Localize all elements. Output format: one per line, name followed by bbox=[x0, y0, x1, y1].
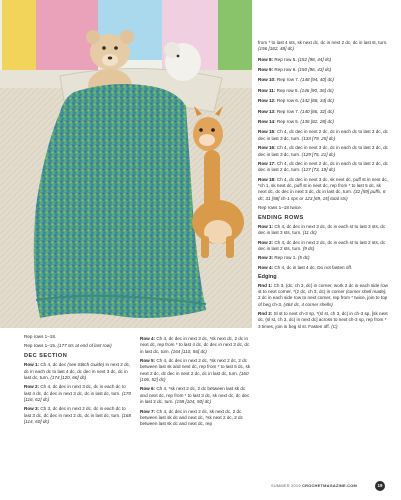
ending-row-2: Row 2: Ch 4, dc dec in next 2 dc, dc in each st to last 2 sts, dc dec in last 2 sts, turn. (9 dc) bbox=[258, 239, 386, 251]
rep-rows-1-18: Rep rows 1–18. bbox=[24, 334, 57, 339]
row-16: Row 16: Ch 4, dc dec in next 3 dc, dc in each dc to last 3 dc, dc dec in last 3 dc, turn. (129 [75, 21] dc) bbox=[258, 145, 388, 157]
dec-row-2: Row 2: Ch 4, dc dec in next 3 dc, dc in each dc to last 4 dc, dc dec in next 3 dc, dc in last dc, turn. (170 [116, 62] dc) bbox=[24, 384, 132, 402]
dec-row-3: Row 3: Ch 3, dc dec in next 2 dc, dc in each dc to last 3 dc, dc dec in next 2 dc, dc in last dc, turn. (168 [114, 60] dc) bbox=[24, 406, 132, 425]
dec-row-1: Row 1: Ch 4, dc dec (see Stitch Guide) in next 2 dc, dc in each dc to last 4 dc, dc dec in next 3 dc, dc in last dc, turn. (174 [120, 66] dc) bbox=[24, 362, 131, 380]
intro-count: (156 [182, 48] dc) bbox=[258, 46, 295, 52]
middle-column bbox=[140, 336, 252, 431]
dec-section-heading: DEC SECTION bbox=[24, 352, 68, 359]
site-url: CROCHETMAGAZINE.COM bbox=[302, 483, 357, 488]
pattern-photo bbox=[0, 0, 252, 328]
page-footer bbox=[0, 482, 401, 494]
issue-date: SUMMER 2019 bbox=[270, 483, 301, 488]
ending-rows-heading: ENDING ROWS bbox=[258, 214, 304, 221]
row-13: Row 13: Rep row 7. (140 [86, 32] dc) bbox=[258, 108, 334, 114]
photo-illustration bbox=[0, 0, 252, 328]
row-9: Row 9: Rep row 6. (150 [96, 43] dc) bbox=[258, 67, 332, 73]
intro-line: from * to last 4 sts, sk next dc, dc in next 2 dc, dc in last st, turn. bbox=[258, 40, 388, 45]
dec-row-5: Row 5: Ch 4, dc dec in next 2 dc, *sk next 2 dc, 2 dc between last sk and next dc, rep from * to last 5 dc, sk next 2 dc, dc dec in next 2 dc, dc in last dc, turn. (160 [106, 52] dc) bbox=[140, 358, 251, 382]
row-17: Row 17: Ch 4, dc dec in next 2 dc, dc in each dc to last 2 dc, dc dec in last 2 dc, turn. (127 [73, 19] dc) bbox=[258, 160, 388, 173]
row-8: Row 8: Rep row 5. (152 [98, 44] dc) bbox=[258, 56, 332, 62]
ending-row-1: Row 1: Ch 4, dc dec in next 3 dc, dc in each st to last 3 sts, dc dec in last 3 sts, turn. (11 dc) bbox=[258, 223, 386, 236]
dec-row-6: Row 6: Ch 4, *sk next 2 dc, 2 dc between last sk dc and next dc, rep from * to last 3 dc, sk next dc, dc dec in last 2 dc, turn. (158 [104, 50] dc) bbox=[140, 386, 250, 405]
page-number: 19 bbox=[375, 481, 385, 491]
ending-row-3: Row 3: Rep row 1. (5 dc) bbox=[258, 255, 310, 261]
row-11: Row 11: Rep row 5. (146 [90, 36] dc) bbox=[258, 87, 334, 93]
footer-issue-line bbox=[271, 483, 357, 488]
dec-row-4: Row 4: Ch 4, dc dec in next 3 dc, *sk next dc, 2 dc in next dc, rep from * to last 4 dc, dc dec in next 3 dc, dc in last dc, turn. (164 [110, 56] dc) bbox=[140, 336, 250, 354]
edging-heading: Edging bbox=[258, 274, 277, 281]
right-column bbox=[258, 40, 388, 333]
left-column bbox=[24, 334, 134, 429]
rep-rows-1-15: Rep rows 1–15. (177 sts at end of last row) bbox=[24, 343, 112, 349]
ending-row-4: Row 4: Ch 4, dc in last 4 dc. Do not fasten off. bbox=[258, 264, 353, 270]
row-15: Row 15: Ch 4, dc dec in next 2 dc, dc in each dc to last 3 dc, dc dec in last 3 dc, turn. (133 [79, 25] dc) bbox=[258, 129, 388, 141]
dec-row-7: Row 7: Ch 4, dc dec in next 2 dc, sk next dc, 2 dc between last sk dc and next dc, *sk next 2 dc, 2 dc between last sk dc and next dc, rep bbox=[140, 408, 243, 427]
edging-rnd-1: Rnd 1: Ch 3, (dc, ch 3, dc) in corner, work 2 dc in each side row st to next corner, *(2 dc, ch 3, dc) in corner (corner shell made), 2 dc in each side row to next corner, rep from * twice, join to top of beg ch-3. (464 dc, 4 corner shells) bbox=[258, 282, 388, 307]
edging-rnd-2: Rnd 2: Sl st to next ch-3 sp, *(sl st, ch 3, dc) in ch-3 sp, [sk next dc, (sl st, ch 3, dc) in next dc] across to next ch-3 sp, rep from * 3 times, join in beg sl st. Fasten off. (C) bbox=[258, 311, 388, 329]
row-14: Row 14: Rep row 5. (136 [82, 28] dc) bbox=[258, 119, 334, 125]
right-intro bbox=[258, 40, 388, 53]
row-12: Row 12: Rep row 6. (142 [88, 34] dc) bbox=[258, 98, 334, 104]
row-18: Row 18: Ch 4, dc dec in next 3 dc, sk next dc, puff st in next dc, *ch 1, sk next dc, puff st in next dc, rep from * to last 5 dc, sk next dc, dc dec in next 3 dc, dc in last dc, turn. (32 [59] puffs, 6 dc; 31 [58] ch-1 sps or 123 [69, 15] total sts) bbox=[258, 176, 388, 201]
row-10: Row 10: Rep row 7. (148 [94, 40] dc) bbox=[258, 77, 334, 83]
rep-rows-twice: Rep rows 1–18 twice. bbox=[258, 205, 302, 211]
